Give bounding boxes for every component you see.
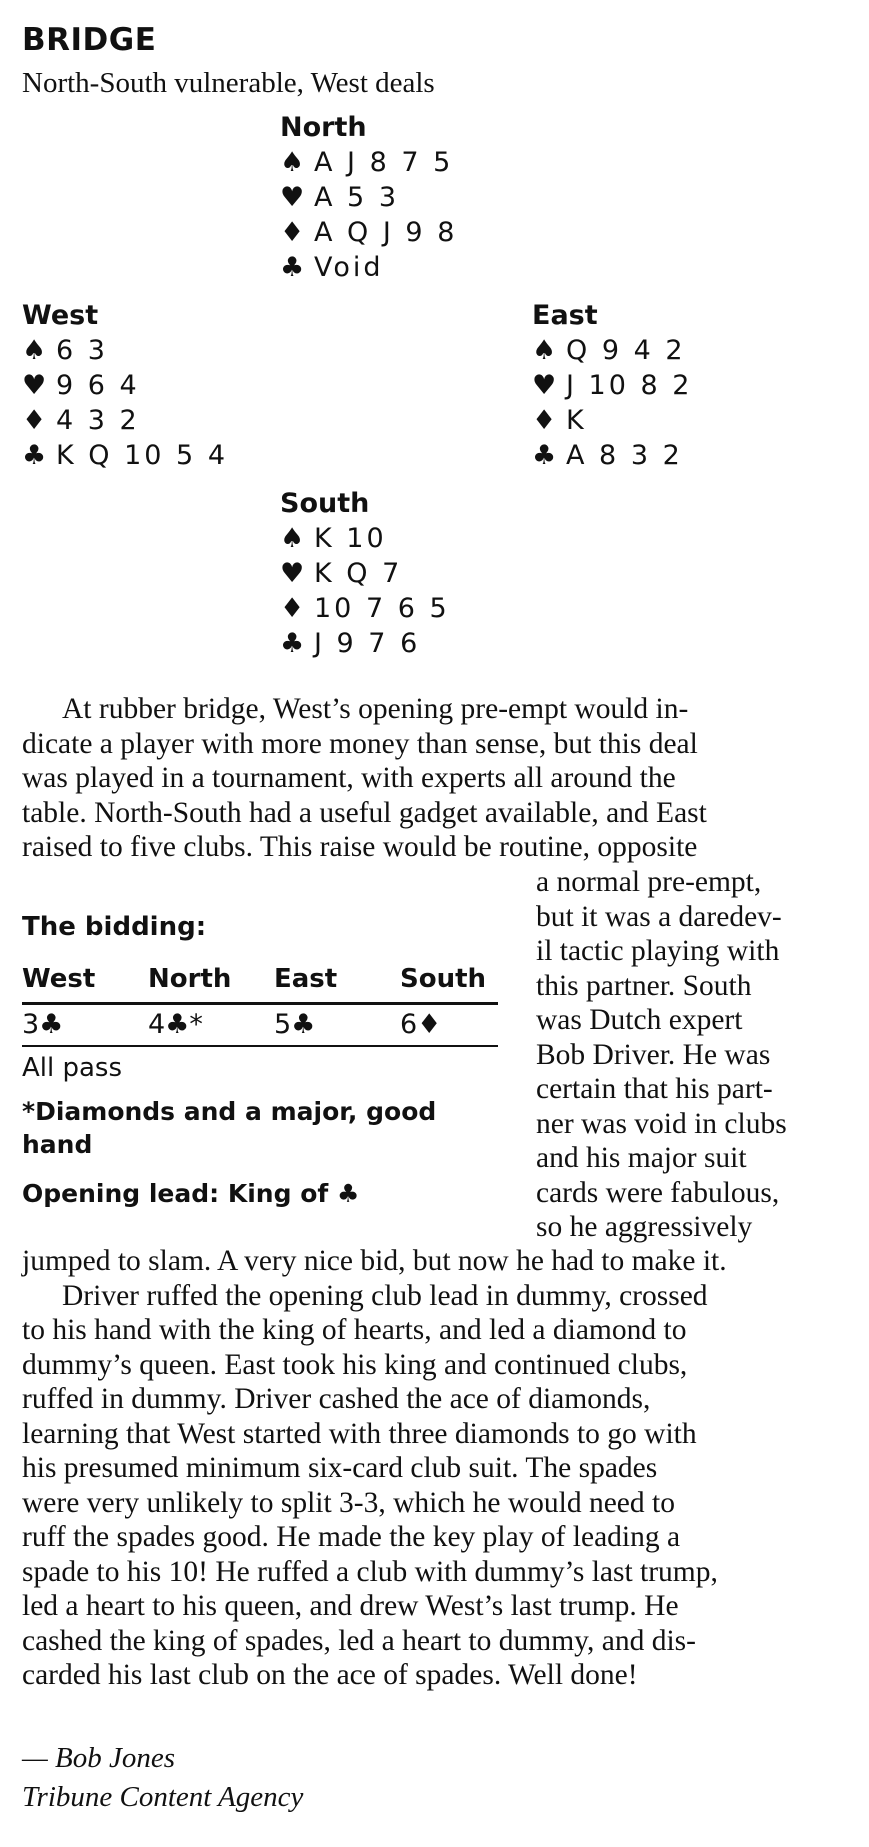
bidding-label: The bidding: [22,912,207,942]
hand-label: East [532,300,598,331]
text-line: raised to five clubs. This raise would be routine, opposite [22,831,698,863]
text-line: At rubber bridge, West’s opening pre-empt would in- [62,693,689,725]
byline-author: — Bob Jones [22,1742,176,1774]
bid-explanation: *Diamonds and a major, good hand [22,1097,437,1159]
text-line: cashed the king of spades, led a heart to dummy, and dis- [22,1624,696,1657]
text-line: Driver ruffed the opening club lead in dummy, crossed [62,1279,708,1312]
all-pass: All pass [22,1053,123,1083]
bidding-row [22,1005,498,1045]
hearts-holding: ♥ A 5 3 [280,182,399,213]
text-line: carded his last club on the ace of spades. Well done! [22,1659,638,1691]
diamond-icon: ♦ [280,217,308,248]
diamond-icon: ♦ [532,405,560,436]
diamonds-holding: ♦ A Q J 9 8 [280,217,458,248]
heart-icon: ♥ [22,370,50,401]
text-line: jumped to slam. A very nice bid, but now he had to make it. [22,1245,727,1277]
text-line: certain that his part- [536,1073,773,1105]
diamonds-holding: ♦ 4 3 2 [22,405,140,436]
text-line: Bob Driver. He was [536,1038,771,1071]
bid-south: 6♦ [400,1009,442,1040]
hand-label: West [22,300,99,331]
hearts-holding: ♥ 9 6 4 [22,370,140,401]
text-line: a normal pre-empt, [536,866,762,898]
spades-holding: ♠ 6 3 [22,335,108,366]
text-line: ruffed in dummy. Driver cashed the ace of diamonds, [22,1383,651,1415]
text-line: were very unlikely to split 3-3, which he would need to [22,1486,675,1519]
hand-west [22,300,228,471]
club-icon: ♣ [532,440,560,471]
spades-holding: ♠ K 10 [280,523,387,554]
club-icon: ♣ [280,252,308,283]
hand-label: South [280,488,370,519]
article-side-column [536,865,836,1245]
diamonds-holding: ♦ K [532,405,587,436]
spade-icon: ♠ [280,147,308,178]
divider [22,1045,498,1047]
article-paragraph-1 [22,692,822,865]
hand-label: North [280,112,367,143]
bid-header-south: South [400,964,487,994]
text-line: led a heart to his queen, and drew West’s last trump. He [22,1590,679,1622]
bid-header-east: East [274,964,338,994]
bid-header-north: North [148,964,232,994]
diamonds-holding: ♦ 10 7 6 5 [280,593,450,624]
text-line: ner was void in clubs [536,1107,787,1140]
spade-icon: ♠ [532,335,560,366]
clubs-holding: ♣ J 9 7 6 [280,628,421,659]
bid-east: 5♣ [274,1009,316,1040]
page-title: BRIDGE [22,22,157,58]
club-icon: ♣ [22,440,50,471]
heart-icon: ♥ [280,182,308,213]
hand-east [532,300,692,471]
byline-agency: Tribune Content Agency [22,1781,304,1813]
hand-north [280,112,457,283]
hearts-holding: ♥ J 10 8 2 [532,370,693,401]
heart-icon: ♥ [532,370,560,401]
opening-lead: Opening lead: King of ♣ [22,1179,360,1208]
text-line: this partner. South [536,969,752,1002]
text-line: dicate a player with more money than sense, but this deal [22,727,698,760]
bid-header-west: West [22,964,96,994]
bidding-header-row [22,964,498,1002]
text-line: and his major suit [536,1142,747,1174]
bid-north: 4♣* [148,1009,203,1040]
spades-holding: ♠ A J 8 7 5 [280,147,454,178]
text-line: learning that West started with three diamonds to go with [22,1417,697,1450]
text-line: ruff the spades good. He made the key play of leading a [22,1521,681,1553]
text-line: his presumed minimum six-card club suit. The spades [22,1452,658,1484]
bid-west: 3♣ [22,1009,64,1040]
clubs-holding: ♣ Void [280,252,384,283]
spade-icon: ♠ [280,523,308,554]
article-paragraph-2 [22,1244,822,1693]
heart-icon: ♥ [280,558,308,589]
deal-conditions: North-South vulnerable, West deals [22,67,435,99]
hand-south [280,488,450,659]
text-line: table. North-South had a useful gadget available, and East [22,796,707,829]
text-line: il tactic playing with [536,935,780,967]
text-line: was played in a tournament, with experts all around the [22,762,676,794]
clubs-holding: ♣ K Q 10 5 4 [22,440,229,471]
text-line: to his hand with the king of hearts, and led a diamond to [22,1314,687,1346]
diamond-icon: ♦ [280,593,308,624]
clubs-holding: ♣ A 8 3 2 [532,440,683,471]
text-line: so he aggressively [536,1211,753,1243]
spades-holding: ♠ Q 9 4 2 [532,335,686,366]
diamond-icon: ♦ [22,405,50,436]
text-line: was Dutch expert [536,1004,743,1036]
club-icon: ♣ [280,628,308,659]
text-line: but it was a daredev- [536,900,782,933]
text-line: cards were fabulous, [536,1176,780,1209]
bidding-box [22,912,498,1210]
text-line: spade to his 10! He ruffed a club with dummy’s last trump, [22,1555,718,1588]
spade-icon: ♠ [22,335,50,366]
text-line: dummy’s queen. East took his king and continued clubs, [22,1348,688,1381]
hearts-holding: ♥ K Q 7 [280,558,403,589]
